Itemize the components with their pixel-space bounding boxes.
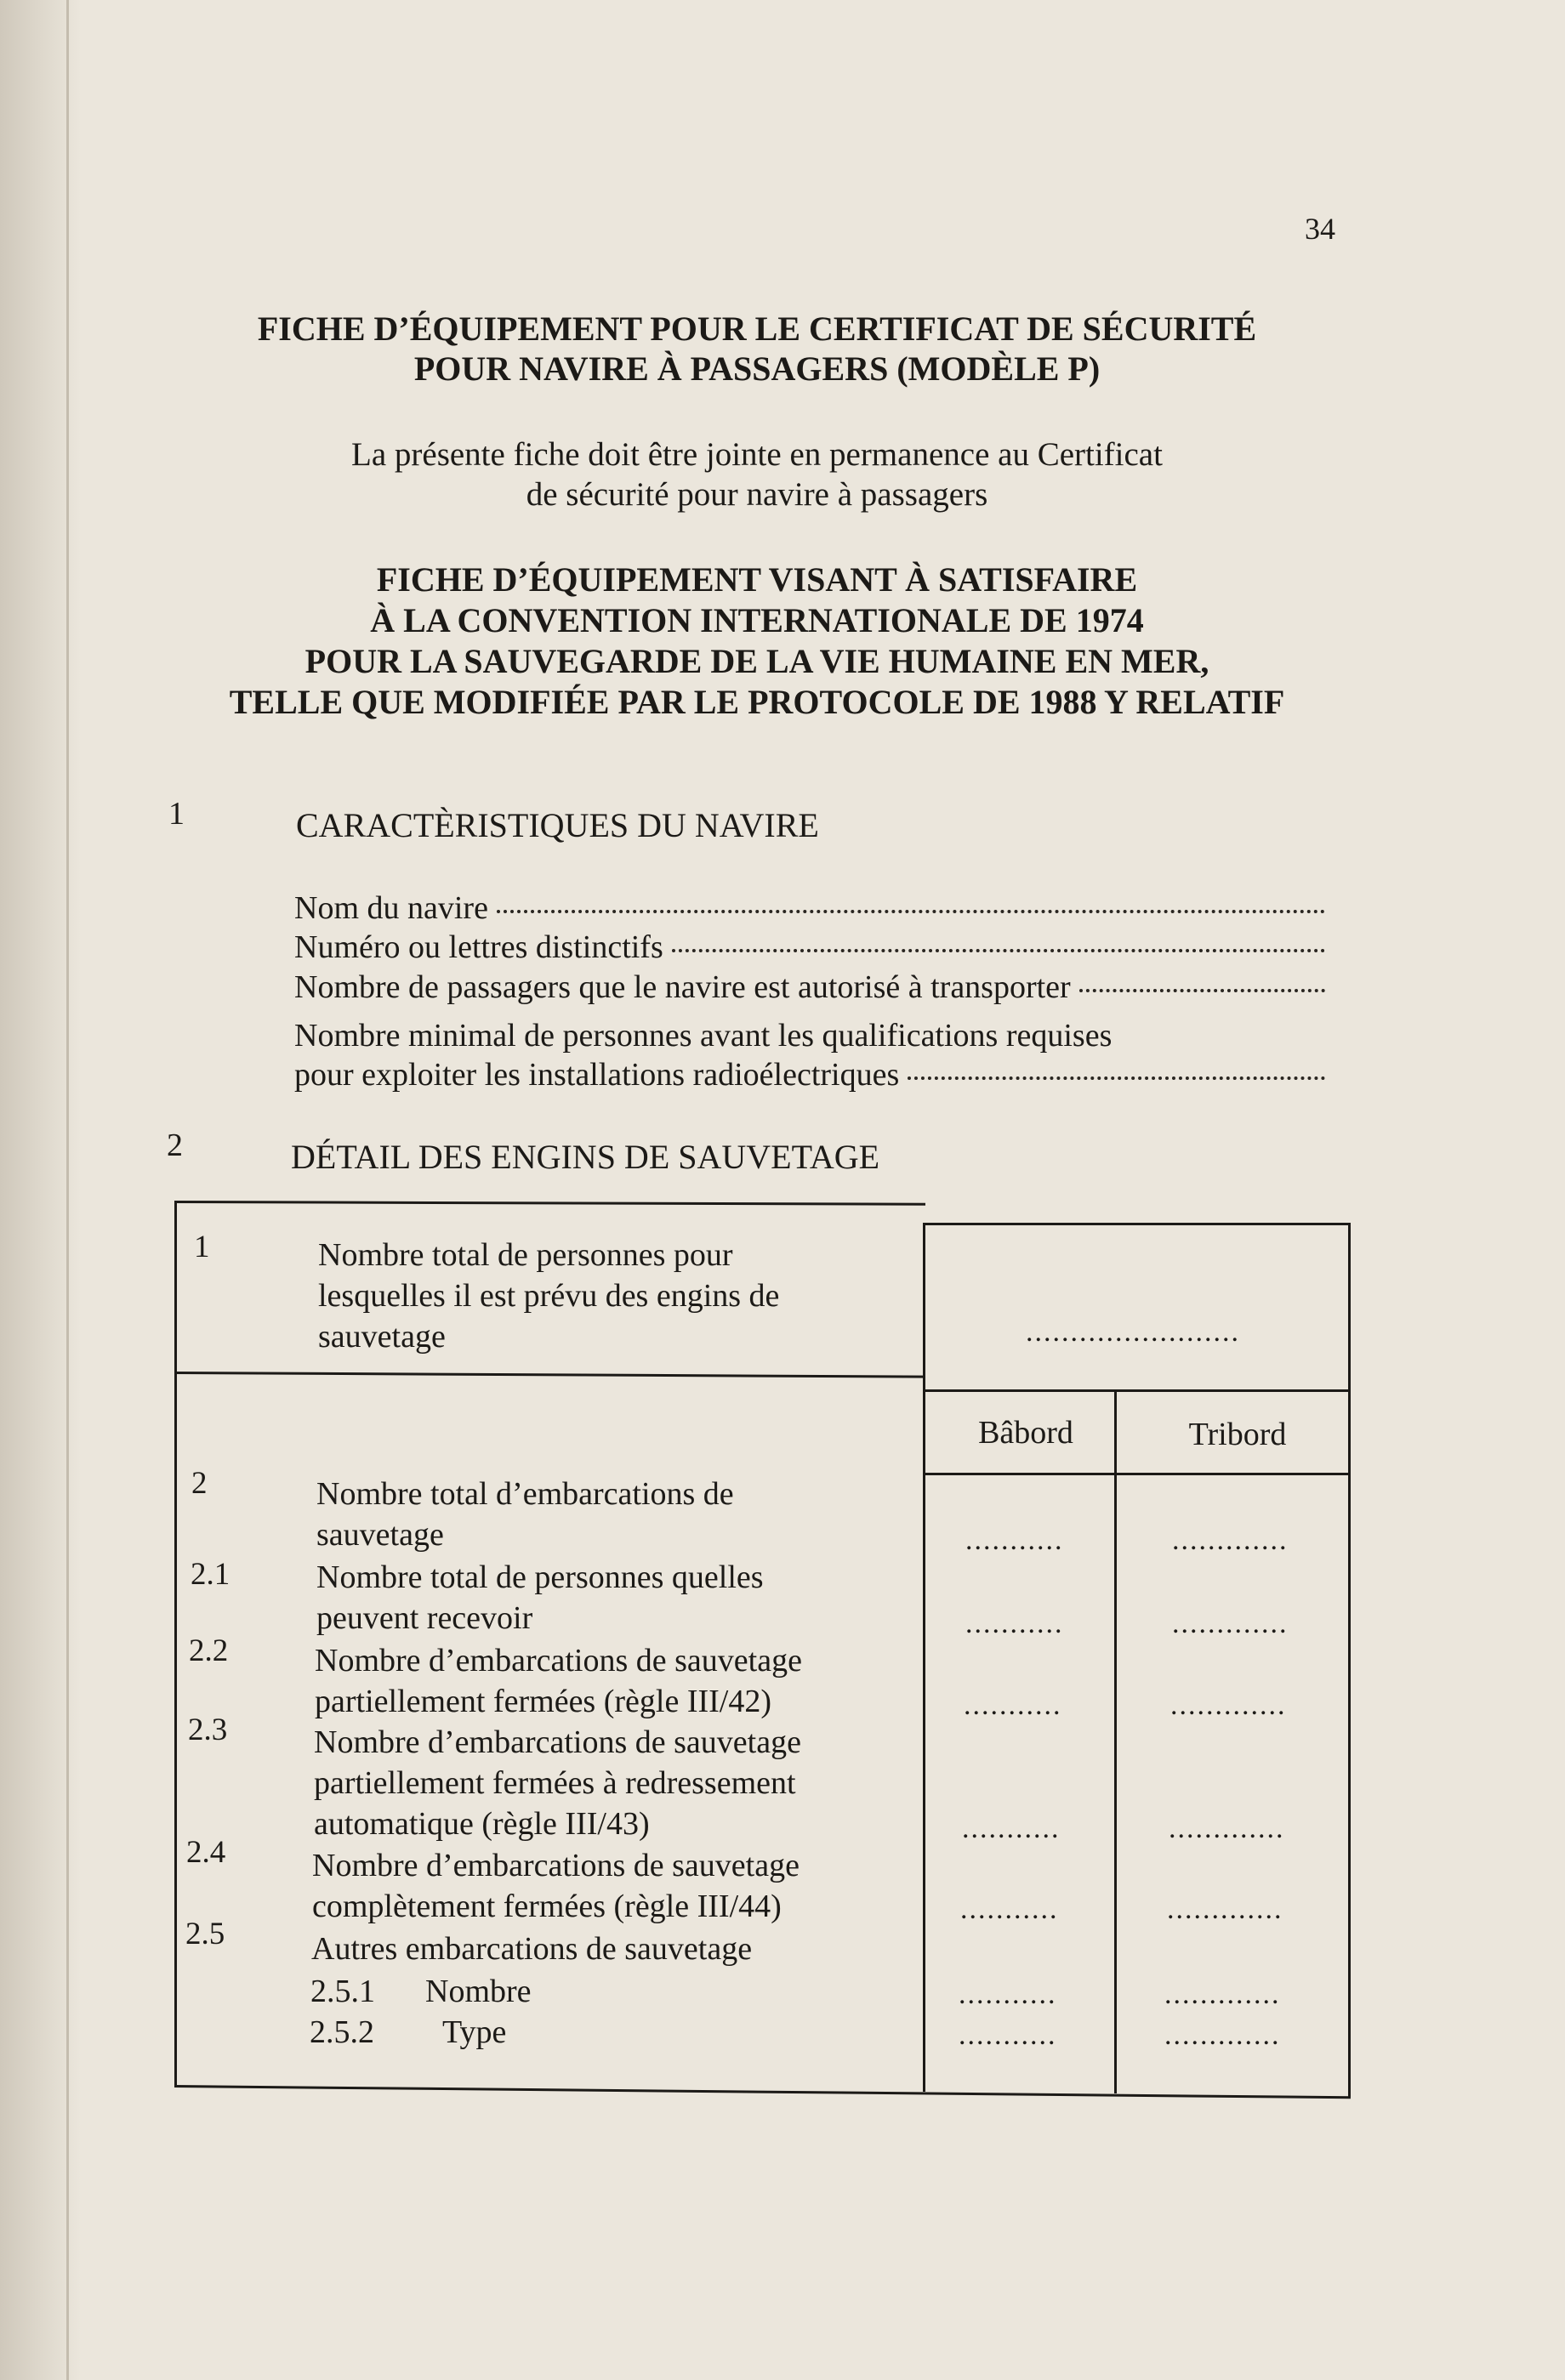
row-2-1-number: 2.1 — [191, 1557, 230, 1592]
section-2-number: 2 — [167, 1128, 183, 1163]
row-2-2-babord: ........... — [964, 1690, 1062, 1721]
note-line-2: de sécurité pour navire à passagers — [526, 476, 988, 513]
table-right-border — [1348, 1223, 1351, 2097]
column-babord: Bâbord — [978, 1415, 1073, 1451]
field-passengers — [294, 968, 1325, 1007]
row-2-3-line-1: Nombre d’embarcations de sauvetage — [314, 1724, 801, 1760]
table-babord-tribord-divider — [1114, 1389, 1117, 2093]
row-2-3-tribord: ............. — [1169, 1813, 1285, 1844]
row-2-1-line-2: peuvent recevoir — [316, 1600, 533, 1636]
field-ship-name-label: Nom du navire — [294, 890, 488, 926]
row-2-label — [316, 1474, 734, 1555]
row-2-1-line-1: Nombre total de personnes quelles — [316, 1559, 764, 1595]
field-ship-name-dots — [497, 910, 1325, 913]
row-2-3-line-2: partiellement fermées à redressement — [314, 1765, 796, 1801]
subtitle-line-4: TELLE QUE MODIFIÉE PAR LE PROTOCOLE DE 1988 Y RELATIF — [229, 683, 1285, 721]
row-2-5-label: Autres embarcations de sauvetage — [311, 1931, 753, 1967]
title-line-1: FICHE D’ÉQUIPEMENT POUR LE CERTIFICAT DE SÉCURITÉ — [257, 310, 1257, 348]
row-2-3-babord: ........... — [962, 1813, 1061, 1844]
row-2-4-line-1: Nombre d’embarcations de sauvetage — [312, 1848, 800, 1883]
title-line-2: POUR NAVIRE À PASSAGERS (MODÈLE P) — [413, 349, 1101, 388]
row-2-line-2: sauvetage — [316, 1517, 444, 1553]
subtitle-line-2: À LA CONVENTION INTERNATIONALE DE 1974 — [370, 601, 1144, 639]
row-2-5-2-number: 2.5.2 — [310, 2014, 374, 2050]
section-1-title: CARACTÈRISTIQUES DU NAVIRE — [296, 806, 819, 844]
table-left-border — [174, 1201, 177, 2085]
field-distinctive — [294, 928, 1325, 967]
row-1-line-3: sauvetage — [318, 1319, 446, 1355]
row-2-4-babord: ........... — [960, 1894, 1059, 1925]
row-2-2-number: 2.2 — [189, 1633, 229, 1668]
row-2-4-number: 2.4 — [186, 1835, 226, 1870]
row-2-5-2-tribord: ............. — [1164, 2019, 1281, 2051]
row-2-5-2-label: Type — [442, 2014, 507, 2050]
row-2-4-line-2: complètement fermées (règle III/44) — [312, 1889, 782, 1924]
field-passengers-dots — [1079, 989, 1325, 992]
table-top-left — [174, 1201, 925, 1206]
subtitle-line-1: FICHE D’ÉQUIPEMENT VISANT À SATISFAIRE — [376, 560, 1138, 599]
row-2-5-2-babord: ........... — [959, 2019, 1057, 2051]
row-2-4-tribord: ............. — [1167, 1894, 1283, 1925]
table-row-divider-left — [174, 1372, 925, 1378]
field-min-persons-line-1: Nombre minimal de personnes avant les qualifications requises — [294, 1018, 1113, 1054]
row-2-5-1-number: 2.5.1 — [310, 1974, 375, 2009]
field-distinctive-label: Numéro ou lettres distinctifs — [294, 929, 663, 965]
field-min-persons-label: pour exploiter les installations radioélectriques — [294, 1057, 900, 1093]
table-header-underline — [923, 1473, 1348, 1475]
row-2-3-label — [314, 1722, 801, 1844]
page-number: 34 — [1305, 212, 1335, 246]
row-2-1-tribord: ............. — [1172, 1608, 1289, 1639]
row-2-1-label — [316, 1557, 764, 1639]
row-2-5-number: 2.5 — [185, 1917, 225, 1951]
field-ship-name — [294, 889, 1325, 928]
section-2-title: DÉTAIL DES ENGINS DE SAUVETAGE — [291, 1138, 880, 1176]
column-tribord: Tribord — [1188, 1417, 1287, 1452]
field-min-persons — [294, 1055, 1325, 1094]
row-2-1-babord: ........... — [965, 1608, 1064, 1639]
row-2-5-1-tribord: ............. — [1164, 1979, 1281, 2010]
row-2-2-tribord: ............. — [1170, 1690, 1287, 1721]
row-2-3-line-3: automatique (règle III/43) — [314, 1806, 650, 1842]
subtitle-line-3: POUR LA SAUVEGARDE DE LA VIE HUMAINE EN MER, — [304, 642, 1209, 680]
table-row-divider-right — [923, 1389, 1351, 1392]
book-spine — [66, 0, 69, 2380]
row-2-2-line-1: Nombre d’embarcations de sauvetage — [315, 1643, 802, 1678]
row-2-4-label — [312, 1845, 800, 1927]
table-top-right — [923, 1223, 1351, 1225]
row-1-line-2: lesquelles il est prévu des engins de — [318, 1278, 780, 1314]
row-1-line-1: Nombre total de personnes pour — [318, 1237, 733, 1273]
table-col-divider — [923, 1223, 925, 2092]
row-1-label — [318, 1235, 779, 1357]
field-distinctive-dots — [672, 949, 1325, 952]
note-line-1: La présente fiche doit être jointe en permanence au Certificat — [351, 436, 1163, 473]
field-passengers-label: Nombre de passagers que le navire est autorisé à transporter — [294, 969, 1071, 1005]
row-2-2-line-2: partiellement fermées (règle III/42) — [315, 1684, 771, 1719]
row-1-number: 1 — [194, 1230, 210, 1264]
row-2-3-number: 2.3 — [188, 1713, 228, 1747]
row-2-5-1-label: Nombre — [425, 1974, 532, 2009]
row-2-line-1: Nombre total d’embarcations de — [316, 1476, 734, 1512]
row-2-2-label — [315, 1640, 802, 1722]
row-2-tribord: ............. — [1172, 1525, 1289, 1556]
row-1-value: ........................ — [1026, 1316, 1240, 1348]
row-2-babord: ........... — [965, 1525, 1064, 1556]
table-bottom-border — [174, 2085, 1351, 2099]
section-1-number: 1 — [168, 796, 185, 832]
field-min-persons-dots — [908, 1076, 1325, 1080]
row-2-5-1-babord: ........... — [959, 1979, 1057, 2010]
row-2-number: 2 — [191, 1466, 208, 1501]
